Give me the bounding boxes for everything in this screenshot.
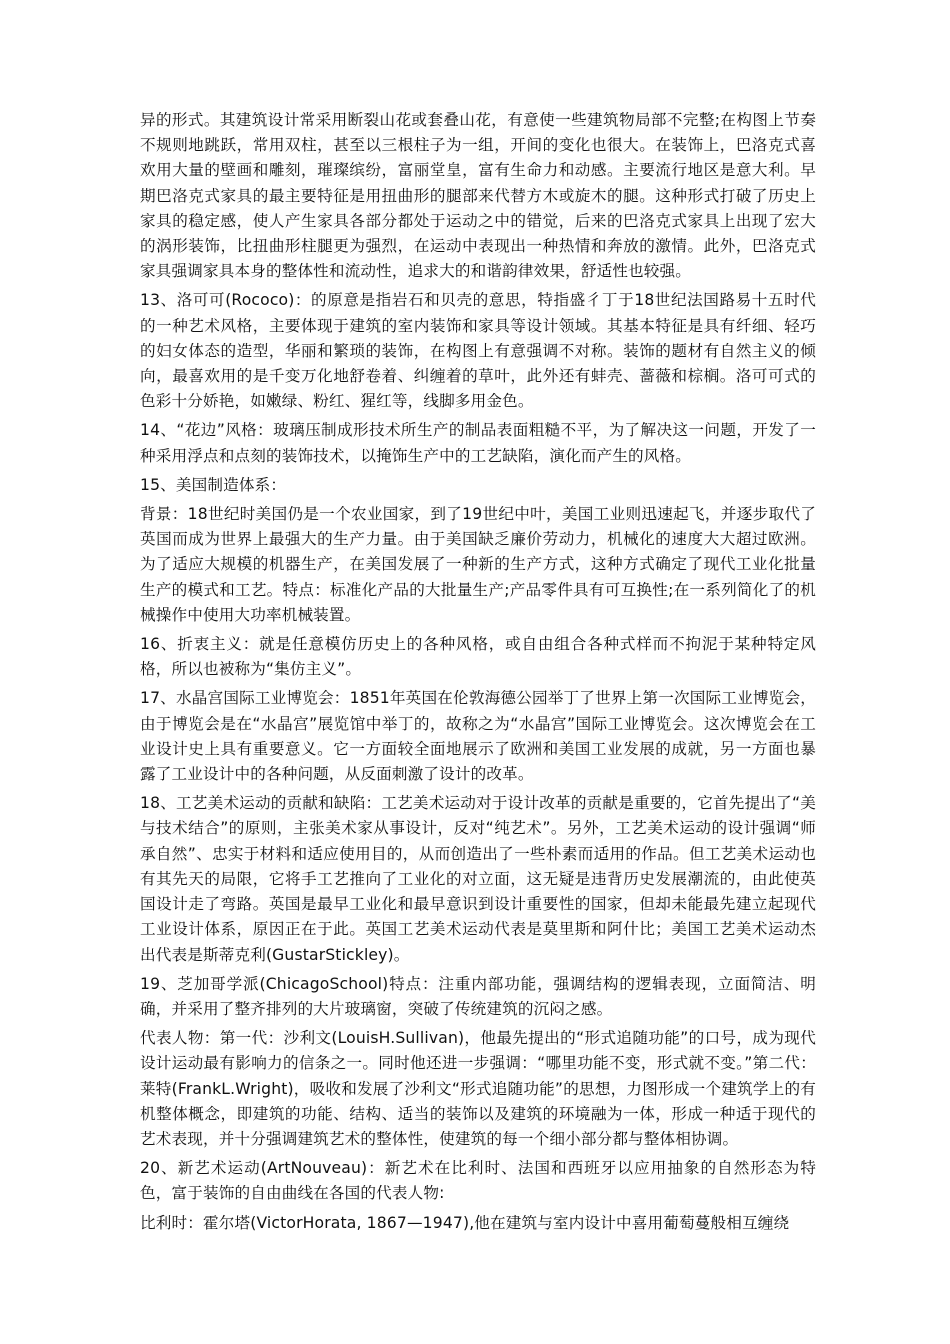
- paragraph-20-belgium: 比利时：霍尔塔(VictorHorata, 1867—1947),他在建筑与室内设计中喜用葡萄蔓般相互缠绕: [140, 1213, 790, 1232]
- paragraph-15-american-system-heading: 15、美国制造体系：: [140, 475, 287, 494]
- paragraph-18-arts-and-crafts: 18、工艺美术运动的贡献和缺陷：工艺美术运动对于设计改革的贡献是重要的，它首先提出了“美与技术结合”的原则，主张美术家从事设计，反对“纯艺术”。另外，工艺美术运动的设计强调“师承自然”、忠实于材料和适应使用目的，从而创造出了一些朴素而适用的作品。但工艺美术运动也有其先天的局限，它将手工艺推向了工业化的对立面，这无疑是违背历史发展潮流的，由此使英国设计走了弯路。英国是最早工业化和最早意识到设计重要性的国家，但却未能最先建立起现代工业设计体系，原因正在于此。英国工艺美术运动代表是莫里斯和阿什比；美国工艺美术运动杰出代表是斯蒂克利(GustarStickley)。: [140, 794, 816, 964]
- paragraph-19-representatives: 代表人物：第一代：沙利文(LouisH.Sullivan)，他最先提出的“形式追随功能”的口号，成为现代设计运动最有影响力的信条之一。同时他还进一步强调：“哪里功能不变，形式就不变。”第二代：莱特(FrankL.Wright)，吸收和发展了沙利文“形式追随功能”的思想，力图形成一个建筑学上的有机整体概念，即建筑的功能、结构、适当的装饰以及建筑的环境融为一体，形成一种适于现代的艺术表现，并十分强调建筑艺术的整体性，使建筑的每一个细小部分都与整体相协调。: [140, 1029, 816, 1148]
- paragraph-14-lace-style: 14、“花边”风格：玻璃压制成形技术所生产的制品表面粗糙不平，为了解决这一问题，开发了一种采用浮点和点刻的装饰技术，以掩饰生产中的工艺缺陷，演化而产生的风格。: [140, 421, 816, 465]
- paragraph-15-background: 背景：18世纪时美国仍是一个农业国家，到了19世纪中叶，美国工业则迅速起飞，并逐步取代了英国而成为世界上最强大的生产力量。由于美国缺乏廉价劳动力，机械化的速度大大超过欧洲。为了适应大规模的机器生产，在美国发展了一种新的生产方式，这种方式确定了现代工业化批量生产的模式和工艺。特点：标准化产品的大批量生产;产品零件具有可互换性;在一系列简化了的机械操作中使用大功率机械装置。: [140, 505, 816, 624]
- paragraph-20-art-nouveau: 20、新艺术运动(ArtNouveau)：新艺术在比利时、法国和西班牙以应用抽象的自然形态为特色，富于装饰的自由曲线在各国的代表人物:: [140, 1159, 816, 1203]
- paragraph-13-rococo: 13、洛可可(Rococo)：的原意是指岩石和贝壳的意思，特指盛彳丁于18世纪法国路易十五时代的一种艺术风格，主要体现于建筑的室内装饰和家具等设计领域。其基本特征是具有纤细、轻巧的妇女体态的造型，华丽和繁琐的装饰，在构图上有意强调不对称。装饰的题材有自然主义的倾向，最喜欢用的是千变万化地舒卷着、纠缠着的草叶，此外还有蚌壳、蔷薇和棕榈。洛可可式的色彩十分娇艳，如嫩绿、粉红、猩红等，线脚多用金色。: [140, 291, 816, 411]
- paragraph-19-chicago-school: 19、芝加哥学派(ChicagoSchool)特点：注重内部功能，强调结构的逻辑表现，立面简洁、明确，并采用了整齐排列的大片玻璃窗，突破了传统建筑的沉闷之感。: [140, 974, 816, 1018]
- paragraph-17-crystal-palace: 17、水晶宫国际工业博览会：1851年英国在伦敦海德公园举丁了世界上第一次国际工业博览会，由于博览会是在“水晶宫”展览馆中举丁的，故称之为“水晶宫”国际工业博览会。这次博览会在工业设计史上具有重要意义。它一方面较全面地展示了欧洲和美国工业发展的成就，另一方面也暴露了工业设计中的各种问题，从反面刺激了设计的改革。: [140, 689, 816, 784]
- document-body: [140, 108, 816, 1236]
- paragraph-baroque-continued: 异的形式。其建筑设计常采用断裂山花或套叠山花，有意使一些建筑物局部不完整;在构图上节奏不规则地跳跃，常用双柱，甚至以三根柱子为一组，开间的变化也很大。在装饰上，巴洛克式喜欢用大量的壁画和雕刻，璀璨缤纷，富丽堂皇，富有生命力和动感。主要流行地区是意大利。早期巴洛克式家具的最主要特征是用扭曲形的腿部来代替方木或旋木的腿。这种形式打破了历史上家具的稳定感，使人产生家具各部分都处于运动之中的错觉，后来的巴洛克式家具上出现了宏大的涡形装饰，比扭曲形柱腿更为强烈，在运动中表现出一种热情和奔放的激情。此外，巴洛克式家具强调家具本身的整体性和流动性，追求大的和谐韵律效果，舒适性也较强。: [140, 111, 816, 281]
- paragraph-16-eclecticism: 16、折衷主义：就是任意模仿历史上的各种风格，或自由组合各种式样而不拘泥于某种特定风格，所以也被称为“集仿主义”。: [140, 635, 816, 679]
